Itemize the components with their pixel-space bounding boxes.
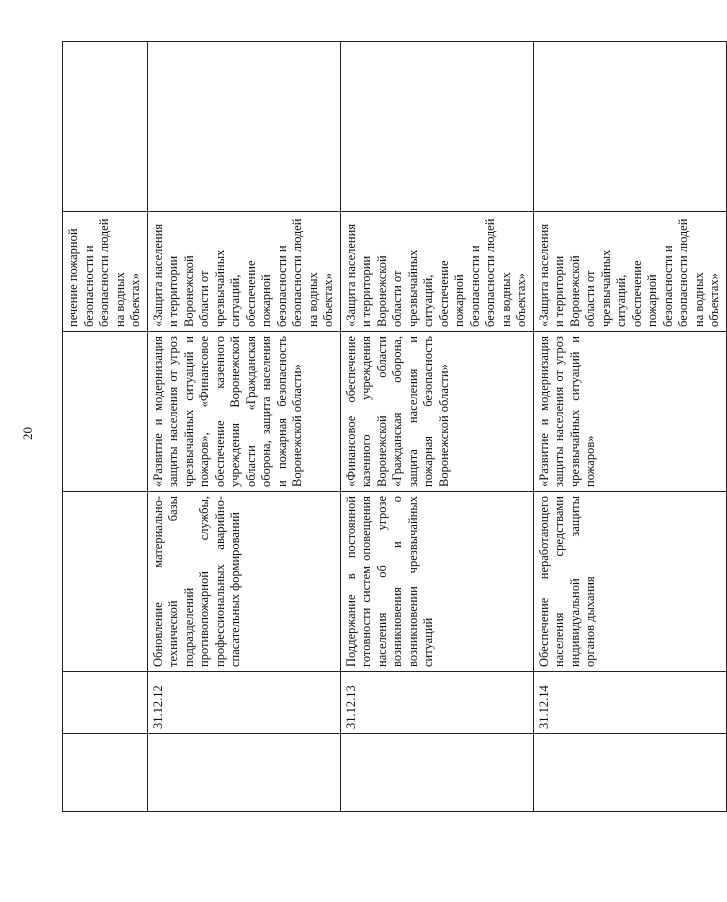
table-row — [63, 42, 148, 812]
measure-description-cell: Обеспечение неработающего населения средствами индивидуальной защиты органов дыхания — [533, 492, 726, 672]
measure-code-cell: 31.12.13 — [340, 672, 533, 734]
program-cell: печение пожарной безопасности и безопасности людей на водных объектах» — [63, 212, 148, 332]
program-cell: «Защита населения и территории Воронежской области от чрезвычайных ситуаций, обеспечение пожарной безопасности и безопасности людей на водных объектах» — [533, 212, 726, 332]
table-row — [147, 42, 340, 812]
page-number: 20 — [20, 427, 35, 440]
measure-description-cell: Поддержание в постоянной готовности систем оповещения населения об угрозе возникновения и о возникновении чрезвычайных ситуаций — [340, 492, 533, 672]
table-row — [340, 42, 533, 812]
funding-source-cell: «Развитие и модернизация защиты населения от угроз чрезвычайных ситуаций и пожаров» — [533, 332, 726, 492]
program-cell: «Защита населения и территории Воронежской области от чрезвычайных ситуаций, обеспечение пожарной безопасности и безопасности людей на водных объектах» — [340, 212, 533, 332]
measures-table-rotated — [62, 42, 721, 812]
empty-cell — [340, 734, 533, 812]
empty-cell — [63, 734, 148, 812]
funding-source-cell: «Финансовое обеспечение казенного учреждения Воронежской области «Гражданская оборона, защита населения и пожарная безопасность Воронежской области» — [340, 332, 533, 492]
empty-cell — [147, 42, 340, 212]
empty-cell — [533, 42, 726, 212]
measure-description-cell — [63, 492, 148, 672]
table-row — [533, 42, 726, 812]
measures-table — [62, 41, 727, 812]
measure-code-cell: 31.12.12 — [147, 672, 340, 734]
program-cell: «Защита населения и территории Воронежской области от чрезвычайных ситуаций, обеспечение пожарной безопасности и безопасности людей на водных объектах» — [147, 212, 340, 332]
funding-source-cell — [63, 332, 148, 492]
empty-cell — [340, 42, 533, 212]
measure-code-cell — [63, 672, 148, 734]
empty-cell — [63, 42, 148, 212]
empty-cell — [533, 734, 726, 812]
measure-code-cell: 31.12.14 — [533, 672, 726, 734]
funding-source-cell: «Развитие и модернизация защиты населения от угроз чрезвычайных ситуаций и пожаров», «Финансовое обеспечение казенного учреждения Воронежской области «Гражданская оборона, защита населения и пожарная безопасность Воронежской области» — [147, 332, 340, 492]
measure-description-cell: Обновление материально-технической базы подразделений противопожарной службы, профессиональных аварийно-спасательных формирований — [147, 492, 340, 672]
empty-cell — [147, 734, 340, 812]
